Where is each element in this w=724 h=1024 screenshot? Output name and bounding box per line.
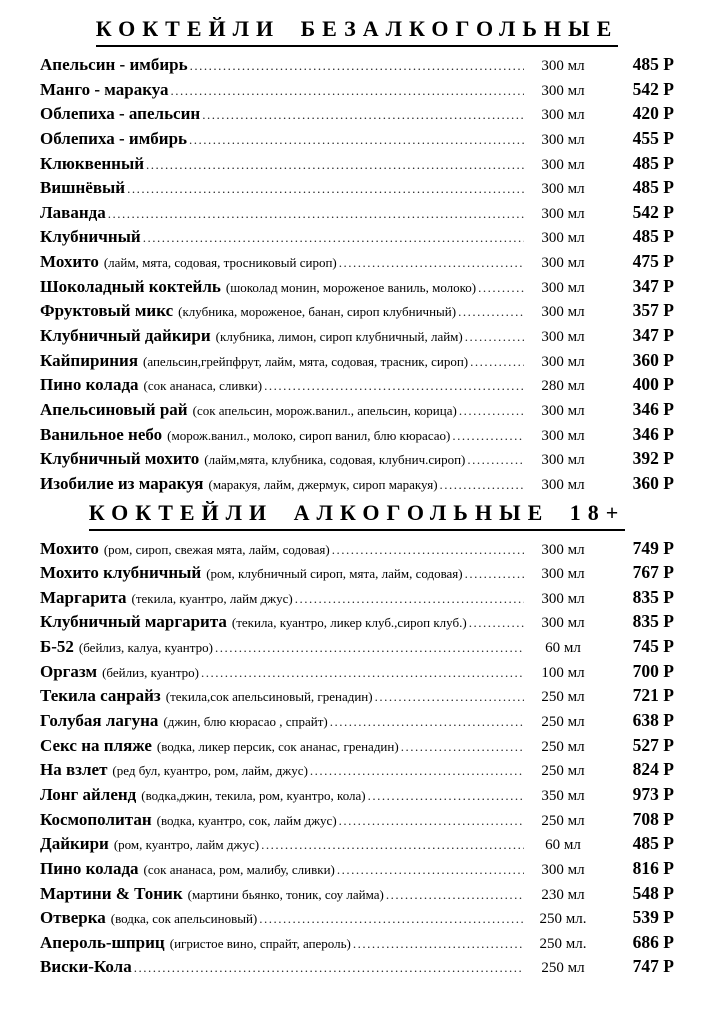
dot-leader xyxy=(146,153,524,176)
item-volume: 300 мл xyxy=(541,304,585,321)
dot-leader xyxy=(368,784,524,807)
item-volume: 300 мл xyxy=(541,476,585,493)
item-volume: 60 мл xyxy=(545,837,581,854)
item-volume: 300 мл xyxy=(541,402,585,419)
item-ingredients: (джин, блю кюрасао , спрайт) xyxy=(163,714,328,730)
dot-leader xyxy=(202,103,524,126)
item-name: Апельсиновый рай xyxy=(40,399,188,419)
item-price: 638 Р xyxy=(632,710,674,731)
item-name: Клюквенный xyxy=(40,153,145,173)
item-volume: 100 мл xyxy=(541,664,585,681)
item-price: 485 Р xyxy=(632,226,674,247)
item-volume: 300 мл xyxy=(541,58,585,74)
item-price: 360 Р xyxy=(632,472,674,493)
menu-item-row xyxy=(40,782,674,807)
item-name: Кайпириния xyxy=(40,350,139,370)
menu-item-row xyxy=(40,585,674,610)
menu-item-row xyxy=(40,126,674,151)
section-title-alcoholic xyxy=(40,498,674,531)
menu-item-row xyxy=(40,446,674,471)
item-price: 485 Р xyxy=(632,833,674,854)
item-name: Мохито клубничный xyxy=(40,563,202,583)
item-price: 347 Р xyxy=(632,325,674,346)
item-volume: 300 мл xyxy=(541,615,585,632)
item-price: 721 Р xyxy=(632,685,674,706)
item-volume: 250 мл xyxy=(541,960,585,977)
item-price: 747 Р xyxy=(632,956,674,977)
item-name: Мартини & Тоник xyxy=(40,883,183,903)
item-name: Лаванда xyxy=(40,202,106,222)
item-name: Клубничный мохито xyxy=(40,449,200,469)
menu-item-row xyxy=(40,151,674,176)
dot-leader xyxy=(189,128,524,151)
menu-item-row xyxy=(40,905,674,930)
item-ingredients: (лайм, мята, содовая, тросниковый сироп) xyxy=(103,255,337,271)
menu-item-row xyxy=(40,930,674,955)
item-price: 475 Р xyxy=(632,251,674,272)
item-price: 708 Р xyxy=(632,808,674,829)
item-ingredients: (клубника, лимон, сироп клубничный, лайм) xyxy=(215,329,463,345)
item-ingredients: (водка,джин, текила, ром, куантро, кола) xyxy=(141,787,366,803)
item-name: На взлет xyxy=(40,760,108,780)
item-price: 686 Р xyxy=(632,931,674,952)
item-ingredients: (маракуя, лайм, джермук, сироп маракуя) xyxy=(208,476,438,492)
menu-item-row xyxy=(40,881,674,906)
dot-leader xyxy=(215,636,524,659)
item-ingredients: (текила, куантро, лайм джус) xyxy=(131,590,293,606)
item-price: 539 Р xyxy=(632,907,674,928)
item-volume: 300 мл xyxy=(541,156,585,173)
item-price: 542 Р xyxy=(632,201,674,222)
item-ingredients: (ром, сироп, свежая мята, лайм, содовая) xyxy=(103,541,330,557)
item-price: 700 Р xyxy=(632,660,674,681)
item-ingredients: (шоколад монин, мороженое ваниль, молоко) xyxy=(225,279,477,295)
item-name: Клубничный дайкири xyxy=(40,326,211,346)
dot-leader xyxy=(261,833,524,856)
item-volume: 250 мл xyxy=(541,763,585,780)
item-volume: 300 мл xyxy=(541,279,585,296)
section-rows-alcoholic xyxy=(40,536,674,980)
dot-leader xyxy=(127,177,524,200)
item-price: 835 Р xyxy=(632,586,674,607)
item-price: 973 Р xyxy=(632,783,674,804)
item-volume: 250 мл xyxy=(541,812,585,829)
item-ingredients: (апельсин,грейпфрут, лайм, мята, содовая, трасник, сироп) xyxy=(143,353,469,369)
dot-leader xyxy=(134,956,524,979)
item-ingredients: (водка, ликер персик, сок ананас, гренадин) xyxy=(156,738,399,754)
dot-leader xyxy=(330,710,524,733)
item-ingredients: (сок ананаса, ром, малибу, сливки) xyxy=(143,861,335,877)
item-volume: 230 мл xyxy=(541,886,585,903)
item-ingredients: (текила, куантро, ликер клуб.,сироп клуб.) xyxy=(231,615,467,631)
menu-item-row xyxy=(40,224,674,249)
item-name: Секс на пляже xyxy=(40,735,152,755)
item-name: Манго - маракуа xyxy=(40,79,169,99)
item-price: 816 Р xyxy=(632,857,674,878)
item-price: 360 Р xyxy=(632,349,674,370)
menu-item-row xyxy=(40,348,674,373)
menu-item-row xyxy=(40,733,674,758)
menu-item-row xyxy=(40,101,674,126)
menu-item-row xyxy=(40,807,674,832)
menu-item-row xyxy=(40,77,674,102)
item-volume: 300 мл xyxy=(541,181,585,198)
dot-leader xyxy=(401,735,524,758)
menu-item-row xyxy=(40,422,674,447)
dot-leader xyxy=(310,759,524,782)
menu-item-row xyxy=(40,831,674,856)
item-volume: 300 мл xyxy=(541,107,585,124)
item-price: 835 Р xyxy=(632,611,674,632)
item-name: Мохито xyxy=(40,252,99,272)
dot-leader xyxy=(375,685,524,708)
item-ingredients: (мартини бьянко, тоник, соу лайма) xyxy=(187,886,384,902)
menu-item-row xyxy=(40,200,674,225)
item-price: 745 Р xyxy=(632,636,674,657)
item-volume: 300 мл xyxy=(541,230,585,247)
item-price: 346 Р xyxy=(632,423,674,444)
item-price: 548 Р xyxy=(632,882,674,903)
item-price: 346 Р xyxy=(632,398,674,419)
menu-item-row xyxy=(40,757,674,782)
dot-leader xyxy=(452,424,524,447)
item-volume: 300 мл xyxy=(541,131,585,148)
dot-leader xyxy=(264,374,524,397)
dot-leader xyxy=(143,226,524,249)
menu-item-row xyxy=(40,323,674,348)
item-name: Вишнёвый xyxy=(40,178,126,198)
dot-leader xyxy=(459,399,524,422)
dot-leader xyxy=(469,611,524,634)
item-name: Клубничный маргарита xyxy=(40,612,227,632)
dot-leader xyxy=(458,300,524,323)
item-name: Ванильное небо xyxy=(40,424,163,444)
item-price: 400 Р xyxy=(632,374,674,395)
item-volume: 300 мл xyxy=(541,255,585,272)
dot-leader xyxy=(339,809,524,832)
menu-item-row xyxy=(40,274,674,299)
item-volume: 300 мл xyxy=(541,566,585,583)
menu-item-row xyxy=(40,634,674,659)
item-volume: 280 мл xyxy=(541,378,585,395)
menu-item-row xyxy=(40,471,674,496)
section-alcoholic xyxy=(40,498,674,980)
dot-leader xyxy=(337,858,524,881)
dot-leader xyxy=(171,79,524,102)
dot-leader xyxy=(201,661,524,684)
section-title-text: КОКТЕЙЛИ АЛКОГОЛЬНЫЕ 18+ xyxy=(89,498,626,531)
item-price: 485 Р xyxy=(632,152,674,173)
item-name: Маргарита xyxy=(40,587,127,607)
menu-item-row xyxy=(40,249,674,274)
item-name: Шоколадный коктейль xyxy=(40,276,221,296)
item-price: 392 Р xyxy=(632,448,674,469)
item-volume: 250 мл. xyxy=(539,911,587,928)
item-ingredients: (бейлиз, калуа, куантро) xyxy=(78,640,213,656)
item-name: Пино колада xyxy=(40,375,139,395)
item-name: Изобилие из маракуя xyxy=(40,473,204,493)
item-price: 455 Р xyxy=(632,127,674,148)
item-ingredients: (игристое вино, спрайт, апероль) xyxy=(169,935,351,951)
item-volume: 300 мл xyxy=(541,205,585,222)
item-ingredients: (лайм,мята, клубника, содовая, клубнич.сироп) xyxy=(204,452,466,468)
item-name: Облепиха - апельсин xyxy=(40,104,201,124)
item-ingredients: (ром, куантро, лайм джус) xyxy=(113,837,260,853)
menu-item-row xyxy=(40,372,674,397)
item-ingredients: (сок ананаса, сливки) xyxy=(143,378,263,394)
section-nonalcoholic xyxy=(40,14,674,496)
dot-leader xyxy=(295,587,524,610)
item-price: 749 Р xyxy=(632,537,674,558)
menu-item-row xyxy=(40,856,674,881)
item-volume: 300 мл xyxy=(541,329,585,346)
dot-leader xyxy=(478,276,524,299)
item-name: Мохито xyxy=(40,538,99,558)
dot-leader xyxy=(259,907,524,930)
dot-leader xyxy=(332,538,524,561)
item-volume: 300 мл xyxy=(541,861,585,878)
dot-leader xyxy=(470,350,524,373)
item-ingredients: (водка, куантро, сок, лайм джус) xyxy=(156,812,337,828)
menu-item-row xyxy=(40,708,674,733)
item-name: Отверка xyxy=(40,908,106,928)
item-price: 357 Р xyxy=(632,300,674,321)
item-price: 420 Р xyxy=(632,103,674,124)
menu-item-row xyxy=(40,397,674,422)
item-ingredients: (бейлиз, куантро) xyxy=(102,664,200,680)
item-price: 767 Р xyxy=(632,562,674,583)
item-volume: 250 мл xyxy=(541,738,585,755)
dot-leader xyxy=(386,883,524,906)
item-ingredients: (клубника, мороженое, банан, сироп клубничный) xyxy=(178,304,457,320)
item-volume: 60 мл xyxy=(545,640,581,657)
menu-item-row xyxy=(40,536,674,561)
dot-leader xyxy=(353,932,524,955)
item-name: Оргазм xyxy=(40,661,98,681)
dot-leader xyxy=(190,54,524,77)
item-price: 347 Р xyxy=(632,275,674,296)
item-name: Облепиха - имбирь xyxy=(40,128,188,148)
item-price: 485 Р xyxy=(632,54,674,74)
item-volume: 250 мл xyxy=(541,689,585,706)
item-name: Виски-Кола xyxy=(40,957,132,977)
item-volume: 300 мл xyxy=(541,353,585,370)
menu-item-row xyxy=(40,298,674,323)
item-name: Фруктовый микс xyxy=(40,301,174,321)
item-name: Апероль-шприц xyxy=(40,932,165,952)
item-name: Текила санрайз xyxy=(40,686,161,706)
item-name: Космополитан xyxy=(40,809,152,829)
dot-leader xyxy=(465,562,524,585)
menu-item-row xyxy=(40,560,674,585)
item-ingredients: (текила,сок апельсиновый, гренадин) xyxy=(165,689,373,705)
menu-item-row xyxy=(40,175,674,200)
item-ingredients: (морож.ванил., молоко, сироп ванил, блю кюрасао) xyxy=(167,427,451,443)
item-price: 824 Р xyxy=(632,759,674,780)
dot-leader xyxy=(339,251,524,274)
section-title-text: КОКТЕЙЛИ БЕЗАЛКОГОЛЬНЫЕ xyxy=(96,14,619,47)
item-price: 527 Р xyxy=(632,734,674,755)
item-volume: 300 мл xyxy=(541,452,585,469)
item-volume: 300 мл xyxy=(541,427,585,444)
item-ingredients: (сок апельсин, морож.ванил., апельсин, корица) xyxy=(192,402,457,418)
item-price: 542 Р xyxy=(632,78,674,99)
item-volume: 250 мл. xyxy=(539,935,587,952)
menu-item-row xyxy=(40,659,674,684)
item-name: Б-52 xyxy=(40,637,74,657)
item-volume: 300 мл xyxy=(541,82,585,99)
menu-item-row xyxy=(40,683,674,708)
item-name: Клубничный xyxy=(40,227,141,247)
item-volume: 250 мл xyxy=(541,714,585,731)
section-title-nonalcoholic xyxy=(40,14,674,47)
item-ingredients: (ред бул, куантро, ром, лайм, джус) xyxy=(112,763,308,779)
dot-leader xyxy=(467,448,524,471)
item-volume: 350 мл xyxy=(541,787,585,804)
item-volume: 300 мл xyxy=(541,541,585,558)
dot-leader xyxy=(440,473,524,496)
item-name: Лонг айленд xyxy=(40,784,137,804)
item-ingredients: (водка, сок апельсиновый) xyxy=(110,911,258,927)
item-name: Апельсин - имбирь xyxy=(40,55,188,74)
item-volume: 300 мл xyxy=(541,590,585,607)
item-price: 485 Р xyxy=(632,177,674,198)
menu-item-row xyxy=(40,609,674,634)
item-ingredients: (ром, клубничный сироп, мята, лайм, содовая) xyxy=(206,566,463,582)
menu-item-row xyxy=(40,52,674,77)
item-name: Дайкири xyxy=(40,834,109,854)
dot-leader xyxy=(465,325,524,348)
section-rows-nonalcoholic xyxy=(40,52,674,496)
dot-leader xyxy=(108,202,524,225)
menu-item-row xyxy=(40,954,674,979)
item-name: Пино колада xyxy=(40,858,139,878)
item-name: Голубая лагуна xyxy=(40,711,159,731)
